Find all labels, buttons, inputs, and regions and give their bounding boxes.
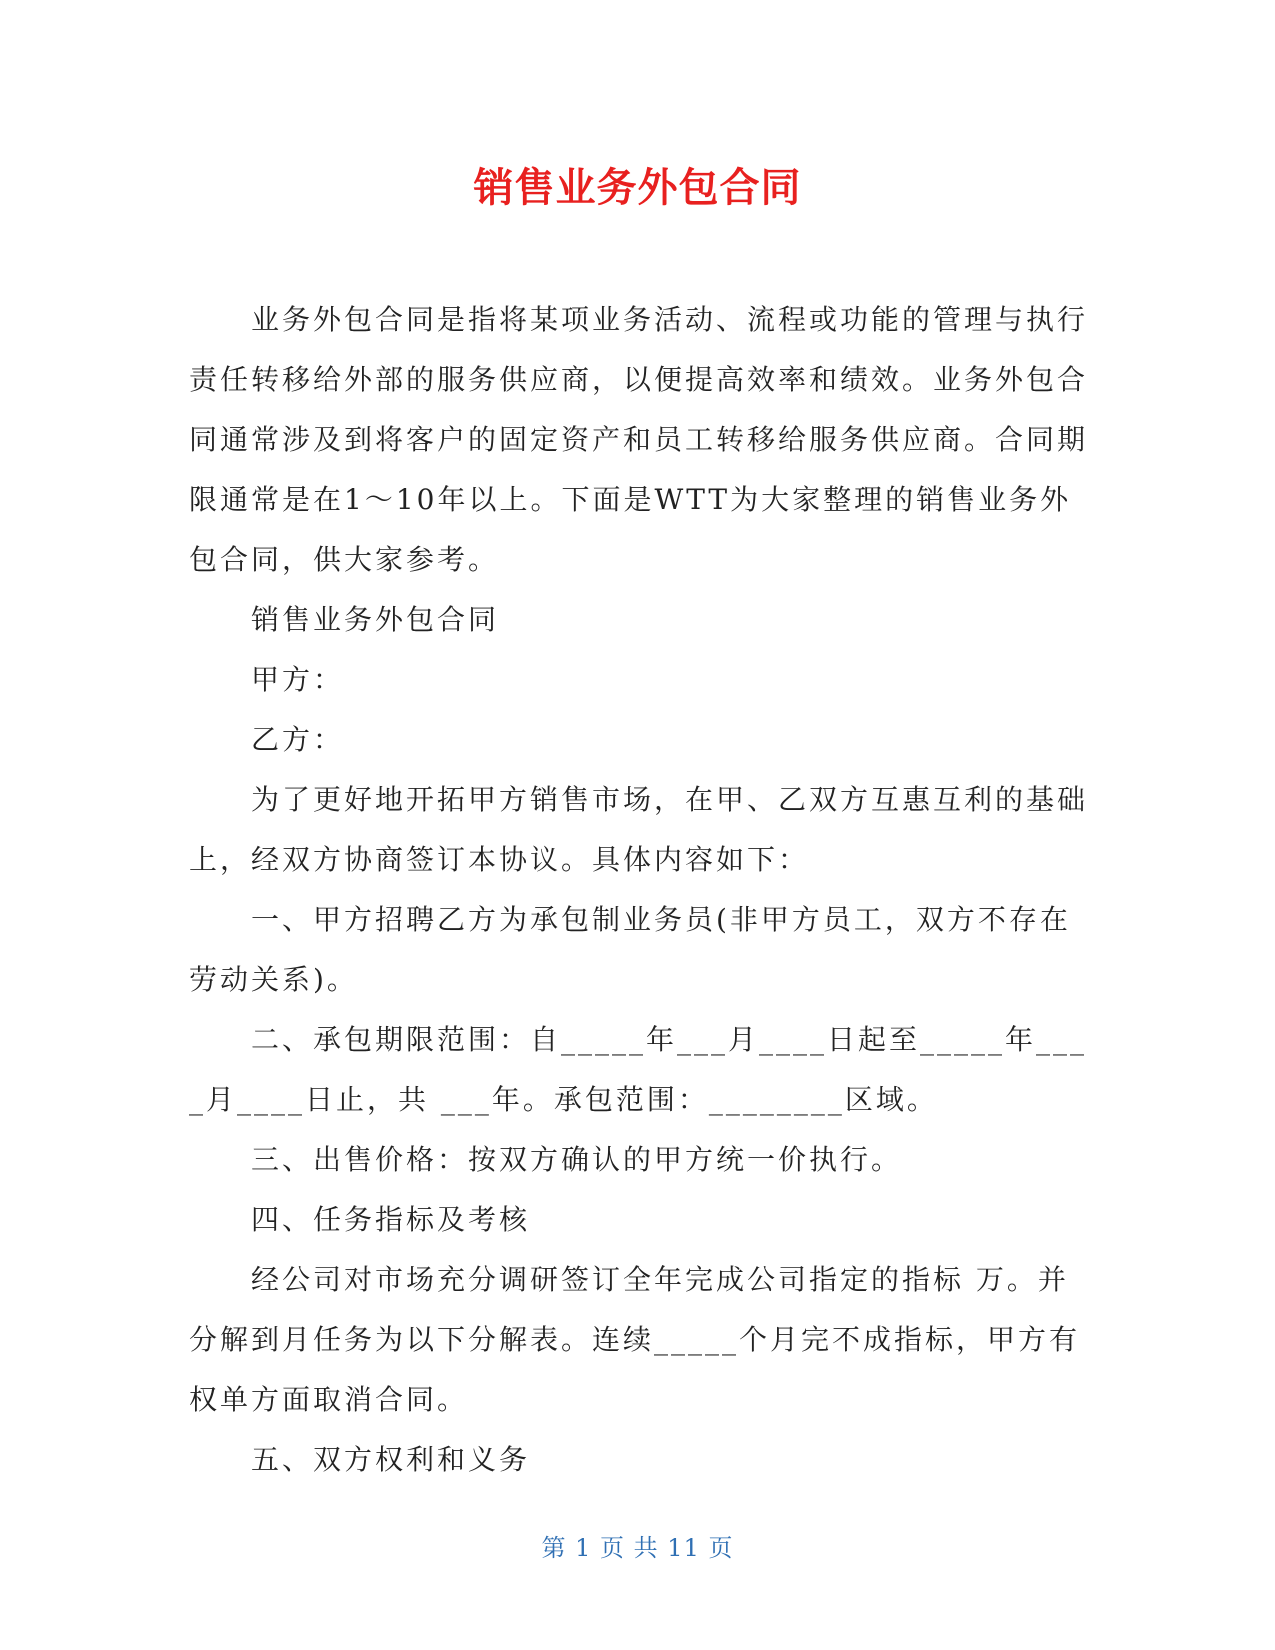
paragraph-clause-3: 三、出售价格：按双方确认的甲方统一价执行。 [251,1143,903,1176]
paragraph-preamble: 为了更好地开拓甲方销售市场，在甲、乙双方互惠互利的基础上，经双方协商签订本协议。具体内容如下： [189,783,1089,876]
paragraph-clause-1: 一、甲方招聘乙方为承包制业务员(非甲方员工，双方不存在劳动关系)。 [189,903,1071,996]
page-number-footer: 第 1 页 共 11 页 [541,1534,734,1562]
paragraph-clause-4-body: 经公司对市场充分调研签订全年完成公司指定的指标 万。并分解到月任务为以下分解表。连续_____个月完不成指标，甲方有权单方面取消合同。 [189,1263,1081,1416]
paragraph-party-a: 甲方： [251,663,345,696]
paragraph-party-b: 乙方： [251,723,345,756]
document-body [189,290,1089,1490]
paragraph-clause-2: 二、承包期限范围：自_____年___月____日起至_____年____月____日止，共 ___年。承包范围：________区域。 [189,1023,1088,1116]
paragraph-clause-5-heading: 五、双方权利和义务 [251,1443,531,1476]
paragraph-clause-4-heading: 四、任务指标及考核 [251,1203,531,1236]
paragraph-contract-heading: 销售业务外包合同 [251,603,500,636]
document-title: 销售业务外包合同 [473,165,802,211]
paragraph-intro: 业务外包合同是指将某项业务活动、流程或功能的管理与执行责任转移给外部的服务供应商，以便提高效率和绩效。业务外包合同通常涉及到将客户的固定资产和员工转移给服务供应商。合同期限通常是在1～10年以上。下面是WTT为大家整理的销售业务外包合同，供大家参考。 [189,303,1089,576]
